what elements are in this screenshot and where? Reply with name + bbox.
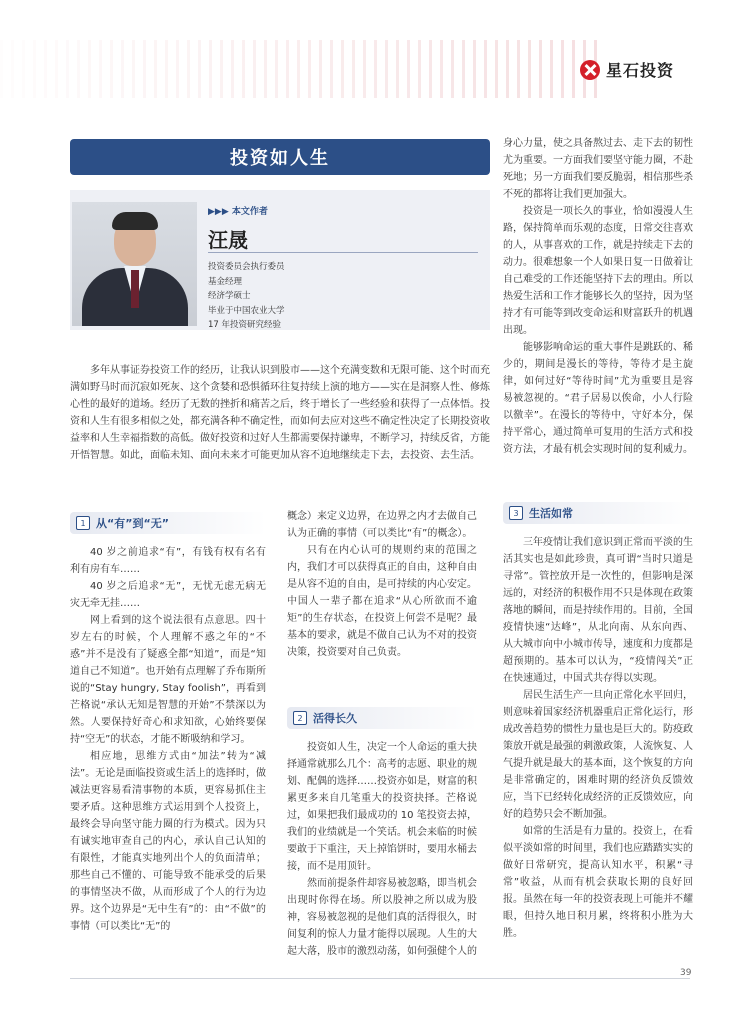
- page-number: 39: [680, 968, 692, 978]
- section-2-heading: [287, 707, 477, 729]
- paragraph: 身心力量，使之具备熬过去、走下去的韧性尤为重要。一方面我们要坚守能力圈，不赴死地；另一方面我们要反脆弱，相信那些杀不死的都将让我们更加强大。: [503, 138, 693, 200]
- section-number: 3: [509, 506, 523, 520]
- column-3: [503, 135, 693, 942]
- paragraph: 三年疫情让我们意识到正常而平淡的生活其实也是如此珍贵，真可谓“当时只道是寻常”。管控放开是一次性的，但影响是深远的，对经济的积极作用不只是体现在政策落地的瞬间，而是持续作用的。目前，全国疫情快速“达峰”，从北向南、从东向西、从大城市向中小城市传导，速度和力度都是超预期的。基本可以认为，“疫情闯关”正在快速通过，中国式共存得以实现。: [503, 537, 693, 684]
- section-number: 1: [76, 516, 90, 530]
- paragraph: 网上看到的这个说法很有点意思。四十岁左右的时候，个人理解不惑之年的“不惑”并不是没有了疑惑全都“知道”，而是“知道自己不知道”。也开始有点理解了乔布斯所说的“Stay hungry, Stay foolish”，再看到芒格说“承认无知是智慧的开始”不禁深以为然。人要保持好奇心和求知欲，心始终要保持“空无”的状态，才能不断吸纳和学习。: [70, 615, 266, 745]
- section-1-heading: [70, 512, 266, 534]
- brand-logo-icon: [580, 60, 600, 80]
- author-photo: [72, 202, 197, 326]
- column-1: [70, 512, 266, 935]
- author-detail: 投资委员会执行委员: [208, 262, 285, 272]
- footer-divider: [70, 978, 690, 979]
- paragraph: 概念）来定义边界，在边界之内才去做自己认为正确的事情（可以类比“有”的概念）。: [287, 511, 477, 539]
- author-detail: 基金经理: [208, 276, 243, 287]
- paragraph: 然而前提条件却容易被忽略，即当机会出现时你得在场。所以股神之所以成为股神，容易被忽视的是他们真的活得很久，时间复利的惊人力量才能得以展现。人生的大起大落，股市的激烈动荡，如何强健个人的: [287, 878, 477, 957]
- paragraph: 投资如人生，决定一个人命运的重大抉择通常就那么几个：高考的志愿、职业的规划、配偶的选择……投资亦如是，财富的积累更多来自几笔重大的投资抉择。芒格说过，如果把我们最成功的 10 笔投资去掉，我们的业绩就是一个笑话。机会来临的时候要敢于下重注，天上掉馅饼时，要用水桶去接，而不是用顶针。: [287, 742, 477, 872]
- author-detail: 经济学硕士: [208, 291, 251, 301]
- author-card: [70, 190, 490, 330]
- header-decoration: [0, 40, 600, 98]
- paragraph: 40 岁之后追求“无”，无忧无虑无病无灾无牵无挂……: [70, 581, 266, 609]
- column-2: [287, 508, 477, 960]
- author-detail: 毕业于中国农业大学: [208, 305, 285, 316]
- author-tag: ▶▶▶ 本文作者: [208, 207, 268, 217]
- divider: [208, 252, 478, 253]
- paragraph: 40 岁之前追求“有”，有钱有权有名有利有房有车……: [70, 547, 266, 575]
- section-number: 2: [293, 711, 307, 725]
- paragraph: 只有在内心认可的规则约束的范围之内，我们才可以获得真正的自由，这种自由是从容不迫的自由，是可持续的内心安定。中国人一辈子都在追求“从心所欲而不逾矩”的生存状态，在投资上何尝不是呢？最基本的要求，就是不做自己认为不对的投资决策，投资要对自己负责。: [287, 545, 477, 658]
- section-title: 活得长久: [313, 711, 357, 725]
- paragraph: 投资是一项长久的事业，恰如漫漫人生路，保持简单而乐观的态度，日常交往喜欢的人，从事喜欢的工作，就是持续走下去的动力。很难想象一个人如果日复一日做着让自己难受的工作还能坚持下去的理由。所以热爱生活和工作才能够长久的坚持，因为坚持才有可能等到改变命运和财富跃升的机遇出现。: [503, 206, 693, 336]
- section-title: 生活如常: [529, 506, 573, 520]
- intro-paragraph: 多年从事证券投资工作的经历，让我认识到股市——这个充满变数和无限可能、这个时而充满如野马时而沉寂如死灰、这个贪婪和恐惧循环往复持续上演的地方——实在是洞察人性、修炼心性的最好的道场。经历了无数的挫折和痛苦之后，终于增长了一些经验和获得了一点体悟。投资和人生有很多相似之处，都充满各种不确定性，而如何去应对这些不确定性决定了长期投资收益率和人生幸福指数的高低。做好投资和过好人生都需要保持谦卑，不断学习，持续反省，方能开悟智慧。如此，面临未知、面向未来才可能更加从容不迫地继续走下去，去投资、去生活。: [70, 365, 490, 461]
- brand-name: 星石投资: [606, 61, 675, 80]
- author-details: [208, 260, 285, 333]
- author-name: 汪晟: [208, 228, 248, 252]
- paragraph: 居民生活生产一旦向正常化水平回归，则意味着国家经济机器重启正常化运行，形成改善趋势的惯性力量也是巨大的。防疫政策放开就是最强的刺激政策，人流恢复、人气提升就是最大的基本面，这个恢复的方向是非常确定的，困难时期的经济负反馈效应，当下已经转化成经济的正反馈效应，向好的趋势只会不断加强。: [503, 690, 693, 820]
- section-3-heading: [503, 502, 693, 524]
- article-title: 投资如人生: [70, 139, 490, 175]
- paragraph: 能够影响命运的重大事件是跳跃的、稀少的，期间是漫长的等待，等待才是主旋律，如何过好“等待时间”尤为重要且是容易被忽视的。“君子居易以俟命，小人行险以徼幸”。在漫长的等待中，守好本分，保持平常心，通过简单可复用的生活方式和投资方法，才最有机会实现时间的复利威力。: [503, 342, 693, 455]
- paragraph: 如常的生活是有力量的。投资上，在看似平淡如常的时间里，我们也应踏踏实实的做好日常研究，提高认知水平，积累“寻常”收益，从而有机会获取长期的良好回报。虽然在每一年的投资表现上可能并不耀眼，但持久地日积月累，终将积小胜为大胜。: [503, 826, 693, 939]
- paragraph: 相应地，思维方式由“加法”转为“减法”。无论是面临投资或生活上的选择时，做减法更容易看清事物的本质，更容易抓住主要矛盾。这种思维方式运用到个人投资上，最终会导向坚守能力圈的行为模式。因为只有诚实地审查自己的内心，承认自己认知的有限性，才能真实地列出个人的负面清单；那些自己不懂的、可能导致不能承受的后果的事情坚决不做，从而形成了个人的行为边界。这个边界是“无中生有”的：由“不做”的事情（可以类比“无”的: [70, 751, 266, 932]
- section-title: 从“有”到“无”: [96, 516, 169, 530]
- author-detail: 17 年投资研究经验: [208, 320, 282, 330]
- brand-logo: [580, 58, 674, 81]
